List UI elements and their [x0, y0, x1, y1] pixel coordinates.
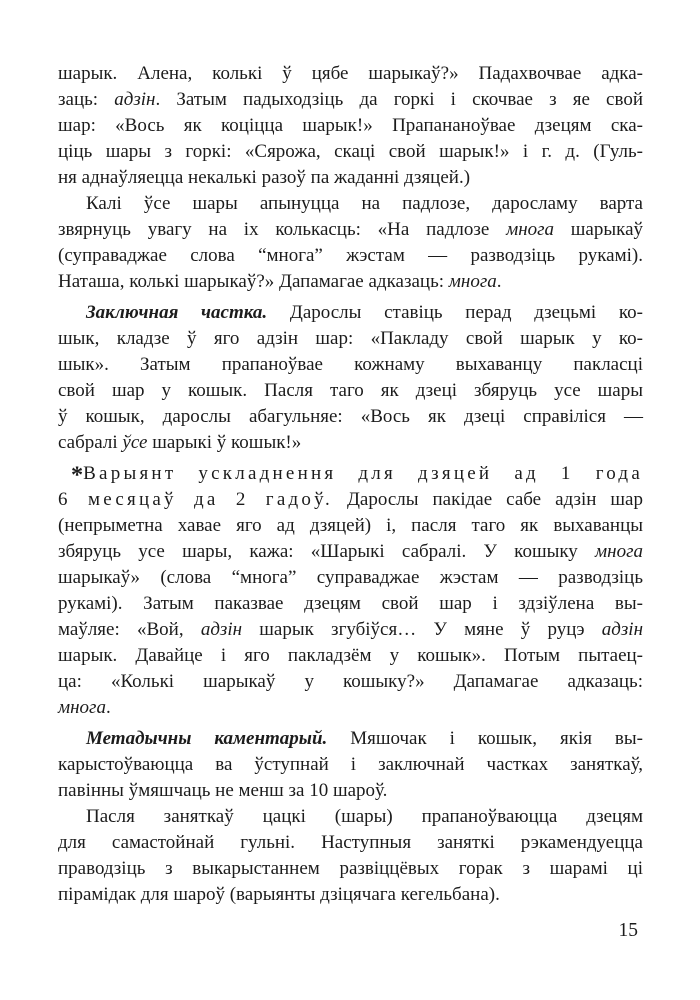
text-run: Мяшочак і кошык, якія вы- [327, 728, 643, 749]
text-line [58, 882, 643, 908]
text-run: ня аднаўляецца некалькі разоў па жаданні дзяцей.) [58, 167, 471, 188]
text-line [58, 565, 643, 591]
text-line [58, 352, 643, 378]
text-run: . Затым падыходзіць да горкі і скочвае з яе свой [155, 89, 643, 110]
text-run: шык, кладзе ў яго адзін шар: «Пакладу свой шарык у ко- [58, 328, 643, 349]
text-line [58, 404, 643, 430]
text-line [58, 669, 643, 695]
text-run: шарык. Давайце і яго пакладзём у кошык». Потым пытаец- [58, 645, 643, 666]
text-line [58, 591, 643, 617]
text-line [58, 617, 643, 643]
text-line [58, 113, 643, 139]
text-line [58, 752, 643, 778]
text-line [58, 830, 643, 856]
text-line [58, 430, 643, 456]
text-run: шык». Затым прапаноўвае кожнаму выхаванцу пакласці [58, 354, 643, 375]
text-run: шарыкаў» (слова “многа” суправаджае жэстам — разводзіць [58, 567, 643, 588]
text-run: рукамі). Затым паказвае дзецям свой шар і здзіўлена вы- [58, 593, 643, 614]
text-run: Варыянт ускладнення для дзяцей ад 1 года [83, 463, 643, 484]
text-run: шарык згубіўся… У мяне ў руцэ [242, 619, 602, 640]
paragraph [58, 726, 643, 804]
text-run: многа [448, 271, 497, 292]
text-line [58, 139, 643, 165]
text-run: заць: [58, 89, 115, 110]
text-run: 6 месяцаў да 2 гадоў. [58, 489, 333, 510]
text-line [58, 643, 643, 669]
text-run: (непрыметна хавае яго ад дзяцей) і, пасля таго як выхаванцы [58, 515, 643, 536]
text-run: збяруць усе шары, кажа: «Шарыкі сабралі. У кошыку [58, 541, 596, 562]
text-line [58, 300, 643, 326]
text-run: сабралі [58, 432, 123, 453]
text-block [58, 61, 643, 908]
text-run: Заключная частка. [86, 302, 268, 323]
page-number: 15 [618, 920, 638, 941]
text-run: Метадычны каментарый. [86, 728, 328, 749]
text-line [58, 539, 643, 565]
text-run: Наташа, колькі шарыкаў?» Дапамагае адказаць: [58, 271, 449, 292]
text-line [58, 804, 643, 830]
text-run: многа [58, 697, 106, 718]
text-line [58, 217, 643, 243]
text-run: шарык. Алена, колькі ў цябе шарыкаў?» Падахвочвае адка- [58, 63, 643, 84]
text-run: свой шар у кошык. Пасля таго як дзеці збяруць усе шары [58, 380, 643, 401]
text-line [58, 269, 643, 295]
text-run: ціць шары з горкі: «Сярожа, скаці свой шарык!» і г. д. (Гуль- [58, 141, 643, 162]
text-line [58, 165, 643, 191]
text-run: многа [506, 219, 555, 240]
text-run: (суправаджае слова “многа” жэстам — разводзіць рукамі). [58, 245, 643, 266]
text-run: шар: «Вось як коціцца шарык!» Прапананоўвае дзецям ска- [58, 115, 643, 136]
text-run: звярнуць увагу на іх колькасць: «На падлозе [58, 219, 507, 240]
text-run: многа [595, 541, 643, 562]
asterisk-marker: * [71, 461, 84, 489]
text-line [58, 856, 643, 882]
text-run: . [496, 271, 502, 292]
text-run: адзін [114, 89, 156, 110]
text-line [58, 778, 643, 804]
text-line [58, 487, 643, 513]
text-run: Калі ўсе шары апынуцца на падлозе, даросламу варта [86, 193, 643, 214]
text-line [58, 378, 643, 404]
text-line [58, 61, 643, 87]
text-run: шарыкі ў кошык!» [147, 432, 302, 453]
text-line [58, 695, 643, 721]
text-run: адзін [601, 619, 643, 640]
text-run: . [105, 697, 111, 718]
text-line [58, 726, 643, 752]
text-line [58, 87, 643, 113]
text-run: для самастойнай гульні. Наступныя заняткі рэкамендуецца [58, 832, 643, 853]
text-run: павінны ўмяшчаць не менш за 10 шароў. [58, 780, 388, 801]
paragraph [58, 61, 643, 191]
text-line [58, 191, 643, 217]
text-run: пірамідак для шароў (варыянты дзіцячага кегельбана). [58, 884, 500, 905]
text-run: ўсе [122, 432, 148, 453]
text-run: ў кошык, дарослы абагульняе: «Вось як дзеці справіліся — [58, 406, 643, 427]
text-run: Дарослы ставіць перад дзецьмі ко- [267, 302, 643, 323]
text-run: шарыкаў [554, 219, 643, 240]
text-line [58, 326, 643, 352]
paragraph [58, 191, 643, 295]
text-run: карыстоўваюцца ва ўступнай і заключнай частках заняткаў, [58, 754, 643, 775]
text-run: ца: «Колькі шарыкаў у кошыку?» Дапамагае адказаць: [58, 671, 643, 692]
text-run: Дарослы пакідае сабе адзін шар [332, 489, 643, 510]
text-run: маўляе: «Вой, [58, 619, 201, 640]
text-run: праводзіць з выкарыстаннем развіццёвых горак з шарамі ці [58, 858, 643, 879]
paragraph [58, 461, 643, 721]
text-run: Пасля заняткаў цацкі (шары) прапаноўваюцца дзецям [86, 806, 643, 827]
text-run: адзін [200, 619, 243, 640]
paragraph [58, 804, 643, 908]
text-line [58, 243, 643, 269]
text-line [58, 513, 643, 539]
text-line [58, 461, 643, 487]
paragraph [58, 300, 643, 456]
